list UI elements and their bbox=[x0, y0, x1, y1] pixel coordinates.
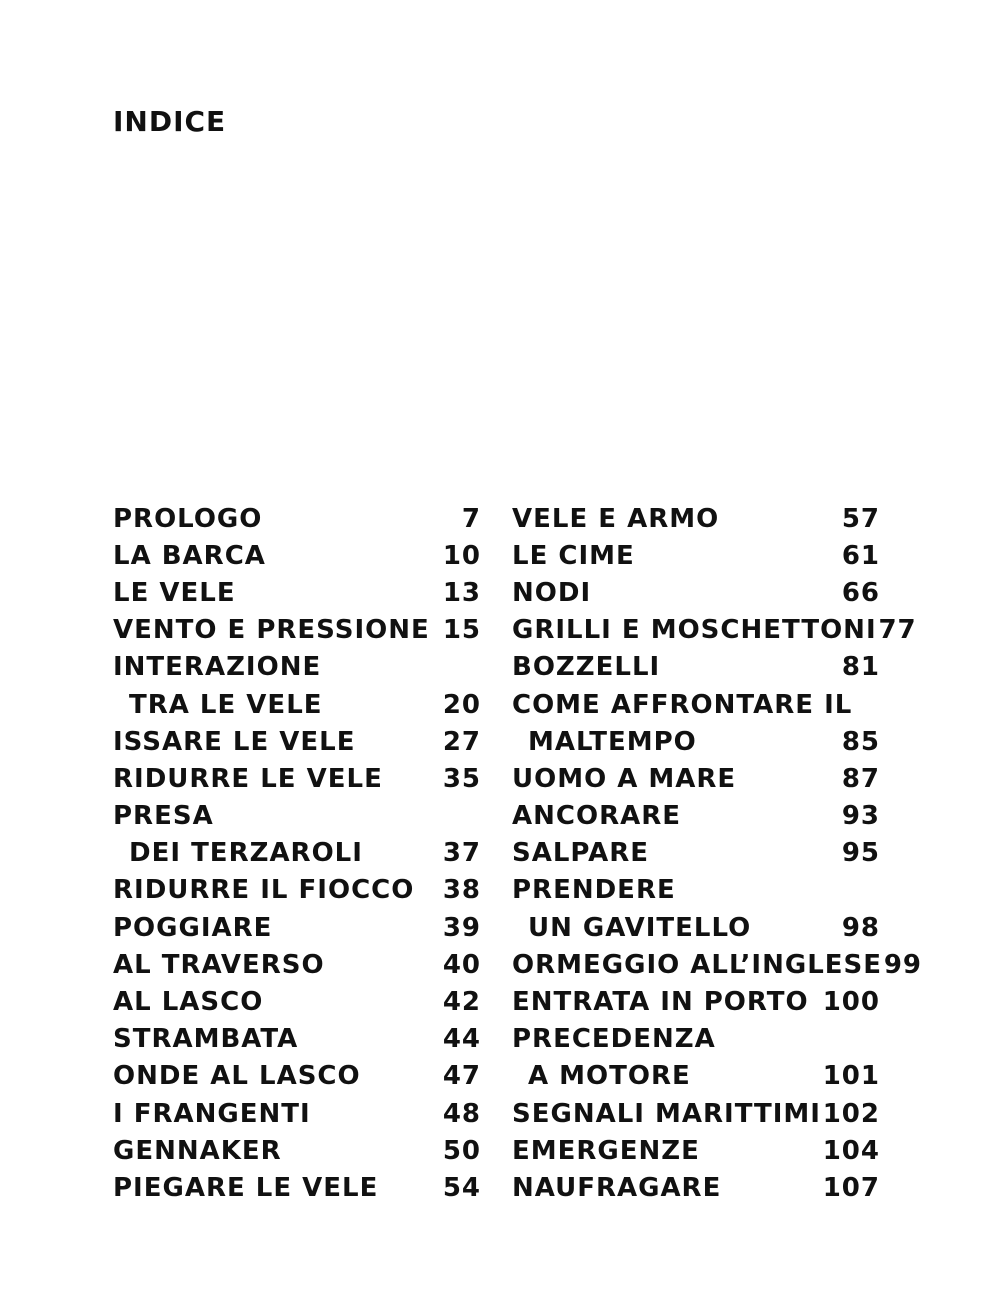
toc-entry-label: SEGNALI MARITTIMI bbox=[512, 1098, 821, 1129]
toc-entry-page: 40 bbox=[442, 949, 481, 980]
toc-entry-label: UN GAVITELLO bbox=[528, 912, 752, 943]
toc-entry-page: 66 bbox=[841, 577, 880, 608]
toc-entry-page: 10 bbox=[442, 540, 481, 571]
toc-entry-label: ENTRATA IN PORTO bbox=[512, 987, 809, 1018]
toc-entry-label: INTERAZIONE bbox=[113, 652, 322, 683]
toc-entry bbox=[113, 946, 481, 983]
toc-entry bbox=[113, 983, 481, 1020]
toc-entry-label: AL TRAVERSO bbox=[113, 949, 325, 980]
toc-entry-label: ORMEGGIO ALL’INGLESE bbox=[512, 949, 883, 980]
toc-entry-page: 35 bbox=[442, 763, 481, 794]
toc-entry-page: 98 bbox=[841, 912, 880, 943]
toc-entry-label: COME AFFRONTARE IL bbox=[512, 689, 853, 720]
toc-entry bbox=[512, 983, 880, 1020]
toc-entry bbox=[512, 723, 880, 760]
toc-entry-label: I FRANGENTI bbox=[113, 1098, 311, 1129]
toc-entry bbox=[113, 1169, 481, 1206]
page-title: INDICE bbox=[113, 105, 227, 138]
toc-entry-page: 38 bbox=[442, 875, 481, 906]
toc-entry bbox=[512, 798, 880, 835]
toc-entry bbox=[113, 574, 481, 611]
toc-entry-page: 77 bbox=[878, 615, 917, 646]
toc-entry-page: 85 bbox=[841, 726, 880, 757]
toc-entry-label: LE CIME bbox=[512, 540, 635, 571]
toc-entry bbox=[113, 798, 481, 835]
toc-entry bbox=[113, 835, 481, 872]
toc-entry-page: 54 bbox=[442, 1172, 481, 1203]
toc-entry-page: 57 bbox=[841, 503, 880, 534]
toc-entry bbox=[113, 1021, 481, 1058]
toc-entry-label: POGGIARE bbox=[113, 912, 273, 943]
toc-entry-label: MALTEMPO bbox=[528, 726, 697, 757]
toc-entry-label: TRA LE VELE bbox=[129, 689, 323, 720]
toc-entry-label: ONDE AL LASCO bbox=[113, 1061, 361, 1092]
toc-right-column bbox=[512, 500, 923, 1207]
toc-entry bbox=[512, 612, 917, 649]
toc-entry-page: 104 bbox=[822, 1135, 880, 1166]
toc-left-column bbox=[113, 500, 481, 1207]
toc-entry-label: PRECEDENZA bbox=[512, 1024, 716, 1055]
toc-entry-page: 39 bbox=[442, 912, 481, 943]
toc-entry bbox=[512, 1132, 880, 1169]
toc-entry-label: STRAMBATA bbox=[113, 1024, 299, 1055]
toc-entry-label: RIDURRE LE VELE bbox=[113, 763, 383, 794]
toc-entry-label: UOMO A MARE bbox=[512, 763, 737, 794]
toc-entry bbox=[113, 1058, 481, 1095]
toc-entry bbox=[113, 760, 481, 797]
toc-entry-label: EMERGENZE bbox=[512, 1135, 700, 1166]
toc-entry-label: DEI TERZAROLI bbox=[129, 838, 363, 869]
toc-entry-page: 107 bbox=[822, 1172, 880, 1203]
toc-entry-label: NAUFRAGARE bbox=[512, 1172, 722, 1203]
toc-entry bbox=[512, 909, 880, 946]
toc-entry bbox=[512, 1169, 880, 1206]
toc-entry-label: RIDURRE IL FIOCCO bbox=[113, 875, 415, 906]
toc-entry bbox=[113, 909, 481, 946]
toc-entry-page: 50 bbox=[442, 1135, 481, 1166]
toc-entry bbox=[113, 1132, 481, 1169]
toc-entry bbox=[512, 649, 880, 686]
toc-entry-label: PRENDERE bbox=[512, 875, 676, 906]
toc-entry-label: PIEGARE LE VELE bbox=[113, 1172, 379, 1203]
toc-entry-label: PROLOGO bbox=[113, 503, 263, 534]
toc-entry bbox=[113, 537, 481, 574]
toc-entry bbox=[512, 760, 880, 797]
toc-entry-page: 48 bbox=[442, 1098, 481, 1129]
toc-entry-label: GRILLI E MOSCHETTONI bbox=[512, 615, 877, 646]
toc-entry-label: ANCORARE bbox=[512, 801, 681, 832]
toc-entry bbox=[512, 574, 880, 611]
toc-entry-page: 102 bbox=[822, 1098, 880, 1129]
toc-entry-page: 87 bbox=[841, 763, 880, 794]
toc-entry-label: LA BARCA bbox=[113, 540, 266, 571]
toc-entry-page: 37 bbox=[442, 838, 481, 869]
toc-entry-label: AL LASCO bbox=[113, 987, 264, 1018]
toc-entry-page: 15 bbox=[442, 615, 481, 646]
toc-entry-label: ISSARE LE VELE bbox=[113, 726, 356, 757]
toc-entry bbox=[113, 500, 481, 537]
toc-entry bbox=[512, 1021, 880, 1058]
toc-entry bbox=[113, 649, 481, 686]
toc-entry-page: 81 bbox=[841, 652, 880, 683]
toc-entry-page: 44 bbox=[442, 1024, 481, 1055]
toc-entry bbox=[512, 1058, 880, 1095]
toc-entry-page: 13 bbox=[442, 577, 481, 608]
toc-entry-label: PRESA bbox=[113, 801, 214, 832]
toc-entry-page: 20 bbox=[442, 689, 481, 720]
toc-entry bbox=[113, 612, 481, 649]
toc-entry bbox=[512, 686, 880, 723]
toc-entry bbox=[113, 686, 481, 723]
toc-entry-page: 47 bbox=[442, 1061, 481, 1092]
toc-entry bbox=[512, 537, 880, 574]
toc-entry-label: SALPARE bbox=[512, 838, 649, 869]
toc-entry-label: VENTO E PRESSIONE bbox=[113, 615, 430, 646]
toc-entry bbox=[512, 946, 923, 983]
toc-entry-label: LE VELE bbox=[113, 577, 236, 608]
toc-entry-page: 101 bbox=[822, 1061, 880, 1092]
toc-entry-label: BOZZELLI bbox=[512, 652, 661, 683]
toc-entry-label: NODI bbox=[512, 577, 592, 608]
toc-entry-page: 95 bbox=[841, 838, 880, 869]
toc-entry bbox=[512, 835, 880, 872]
toc-entry bbox=[512, 500, 880, 537]
toc-entry bbox=[113, 872, 481, 909]
toc-entry-page: 61 bbox=[841, 540, 880, 571]
toc-entry-page: 27 bbox=[442, 726, 481, 757]
toc-entry-page: 7 bbox=[461, 503, 481, 534]
toc-entry-page: 100 bbox=[822, 987, 880, 1018]
toc-entry-page: 42 bbox=[442, 987, 481, 1018]
toc-entry-page: 99 bbox=[883, 949, 923, 980]
toc-entry-label: A MOTORE bbox=[528, 1061, 691, 1092]
toc-entry bbox=[512, 872, 880, 909]
toc-entry bbox=[113, 723, 481, 760]
toc-entry-page: 93 bbox=[841, 801, 880, 832]
toc-entry-label: GENNAKER bbox=[113, 1135, 282, 1166]
toc-entry bbox=[113, 1095, 481, 1132]
toc-entry-label: VELE E ARMO bbox=[512, 503, 720, 534]
toc-entry bbox=[512, 1095, 880, 1132]
